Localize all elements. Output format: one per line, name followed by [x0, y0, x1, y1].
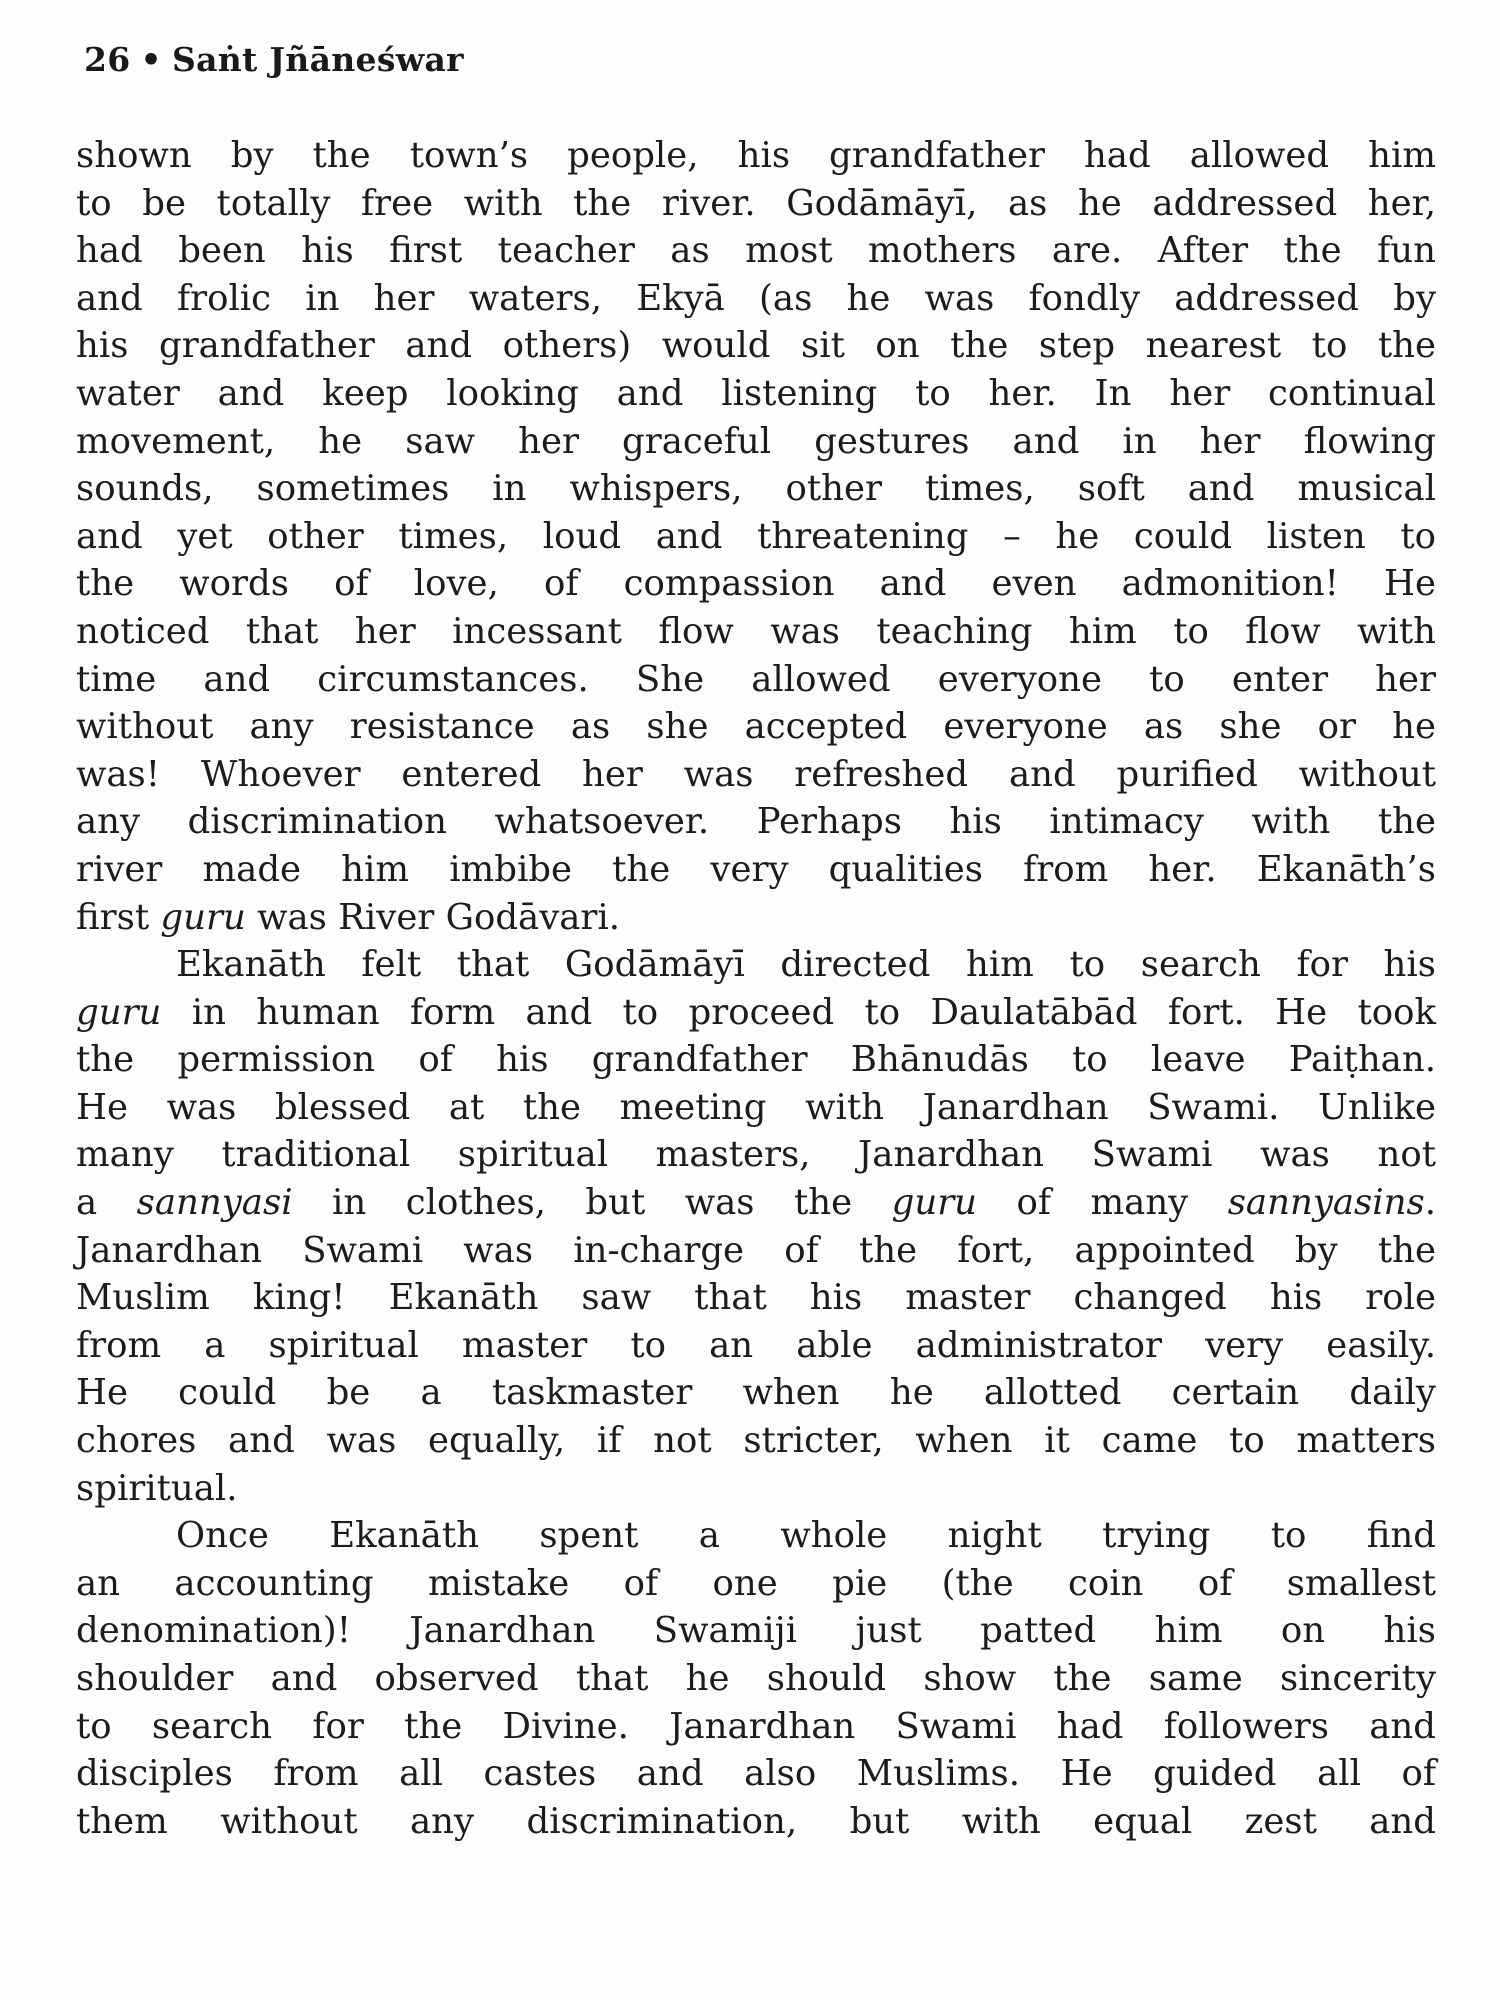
text-line: [76, 703, 1436, 751]
text-run: noticed that her incessant flow was teaching him to flow with: [76, 610, 1436, 652]
text-run: of many: [977, 1182, 1228, 1224]
text-line: [76, 322, 1436, 370]
text-line: [76, 1036, 1436, 1084]
text-run: the permission of his grandfather Bhānudās to leave Paiṭhan.: [76, 1039, 1436, 1081]
text-line: [76, 227, 1436, 275]
text-run: He could be a taskmaster when he allotted certain daily: [76, 1372, 1436, 1414]
text-run: He was blessed at the meeting with Janardhan Swami. Unlike: [76, 1086, 1436, 1128]
text-line: [76, 798, 1436, 846]
text-run: Muslim king! Ekanāth saw that his master changed his role: [76, 1277, 1436, 1319]
text-line: [76, 1179, 1436, 1227]
text-run: shown by the town’s people, his grandfather had allowed him: [76, 135, 1436, 176]
text-line: [76, 989, 1436, 1037]
text-run: from a spiritual master to an able administrator very easily.: [76, 1324, 1436, 1366]
text-run: water and keep looking and listening to her. In her continual: [76, 372, 1436, 414]
text-run: many traditional spiritual masters, Janardhan Swami was not: [76, 1134, 1436, 1176]
text-line: [76, 1322, 1436, 1370]
text-run: denomination)! Janardhan Swamiji just patted him on his: [76, 1610, 1436, 1652]
italic-term: sannyasins: [1227, 1182, 1425, 1224]
text-line: [76, 560, 1436, 608]
text-line: [76, 370, 1436, 418]
italic-term: guru: [891, 1182, 978, 1224]
text-line: [76, 1750, 1436, 1798]
text-line: [76, 1084, 1436, 1132]
text-line: [76, 1560, 1436, 1608]
text-run: chores and was equally, if not stricter, when it came to matters: [76, 1420, 1436, 1462]
text-run: was River Godāvari.: [245, 896, 621, 938]
text-run: them without any discrimination, but with equal zest and: [76, 1800, 1436, 1842]
text-line: [76, 275, 1436, 323]
text-run: movement, he saw her graceful gestures and in her flowing: [76, 420, 1436, 462]
text-line: [76, 656, 1436, 704]
text-run: Ekanāth felt that Godāmāyī directed him to search for his: [176, 944, 1436, 986]
text-line: [76, 418, 1436, 466]
text-line: [76, 1607, 1436, 1655]
running-header: [84, 40, 464, 79]
text-line: [76, 608, 1436, 656]
text-line: [76, 513, 1436, 561]
text-run: in clothes, but was the: [292, 1182, 892, 1224]
text-run: any discrimination whatsoever. Perhaps his intimacy with the: [76, 801, 1436, 843]
text-run: his grandfather and others) would sit on the step nearest to the: [76, 325, 1436, 367]
italic-term: sannyasi: [136, 1182, 293, 1224]
text-run: Once Ekanāth spent a whole night trying to find: [176, 1515, 1436, 1557]
text-line: [76, 1369, 1436, 1417]
text-run: and frolic in her waters, Ekyā (as he was fondly addressed by: [76, 277, 1436, 319]
italic-term: guru: [76, 991, 162, 1033]
text-run: had been his first teacher as most mothers are. After the fun: [76, 230, 1436, 272]
text-line: [76, 941, 1436, 989]
header-separator: •: [140, 40, 162, 79]
text-run: spiritual.: [76, 1467, 238, 1509]
text-run: to search for the Divine. Janardhan Swami had followers and: [76, 1705, 1436, 1747]
text-run: an accounting mistake of one pie (the coin of smallest: [76, 1562, 1436, 1604]
text-run: Janardhan Swami was in-charge of the fort, appointed by the: [76, 1229, 1436, 1271]
text-run: river made him imbibe the very qualities from her. Ekanāth’s: [76, 848, 1436, 890]
body-text: [76, 132, 1436, 1845]
text-line: [76, 1512, 1436, 1560]
text-line: [76, 1798, 1436, 1846]
text-line: [76, 846, 1436, 894]
text-run: the words of love, of compassion and even admonition! He: [76, 563, 1436, 605]
text-line: [76, 132, 1436, 180]
text-line: [76, 1703, 1436, 1751]
text-line: [76, 1417, 1436, 1465]
text-run: without any resistance as she accepted everyone as she or he: [76, 706, 1436, 748]
book-title: Saṅt Jñāneśwar: [171, 40, 464, 79]
text-line: [76, 1227, 1436, 1275]
text-run: and yet other times, loud and threatening – he could listen to: [76, 515, 1436, 557]
text-run: time and circumstances. She allowed everyone to enter her: [76, 658, 1436, 700]
text-run: shoulder and observed that he should show the same sincerity: [76, 1658, 1436, 1699]
text-run: disciples from all castes and also Muslims. He guided all of: [76, 1753, 1436, 1795]
text-line: [76, 1274, 1436, 1322]
text-line: [76, 1655, 1436, 1703]
text-line: [76, 751, 1436, 799]
text-line: [76, 465, 1436, 513]
text-line: [76, 1131, 1436, 1179]
text-run: a: [76, 1182, 137, 1224]
text-run: to be totally free with the river. Godāmāyī, as he addressed her,: [76, 182, 1436, 224]
text-line: [76, 1465, 1436, 1513]
italic-term: guru: [160, 896, 246, 938]
text-run: in human form and to proceed to Daulatābād fort. He took: [161, 991, 1436, 1033]
text-line: [76, 894, 1436, 942]
text-run: sounds, sometimes in whispers, other times, soft and musical: [76, 468, 1436, 510]
page-number: 26: [84, 40, 131, 79]
text-line: [76, 180, 1436, 228]
text-run: first: [76, 896, 161, 938]
text-run: was! Whoever entered her was refreshed and purified without: [76, 753, 1436, 795]
text-run: .: [1424, 1182, 1436, 1224]
